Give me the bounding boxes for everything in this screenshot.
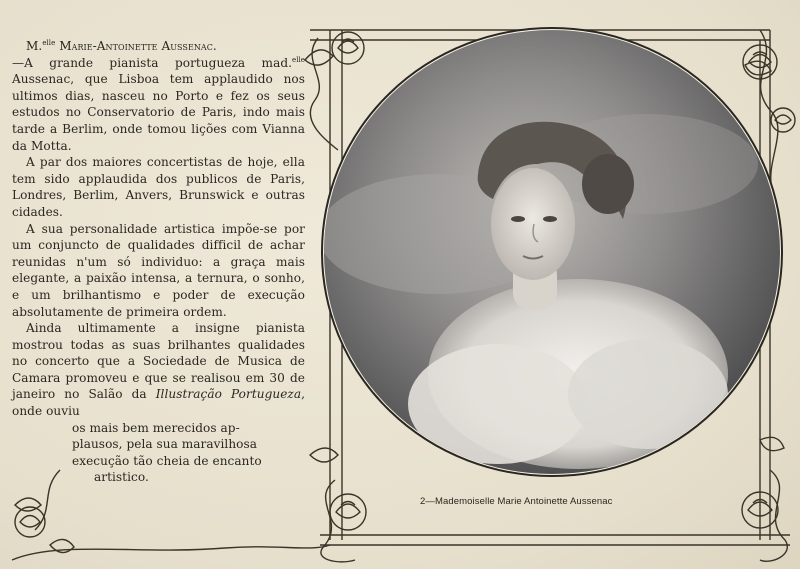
- paragraph-4-line: plausos, pela sua maravilhosa: [72, 437, 258, 452]
- article-title-name: Marie-Antoinette Aussenac.: [59, 39, 217, 53]
- face: [491, 168, 575, 280]
- magazine-name: Illustração Portugueza: [155, 387, 302, 402]
- paragraph-4-line: artistico.: [94, 470, 149, 485]
- frame-bottom-bar: [320, 535, 790, 545]
- paragraph-4-line: execução tão cheia de encanto: [72, 453, 262, 468]
- line-2-sup: elle: [292, 55, 305, 64]
- paragraph-1-rest: Aussenac, que Lisboa tem applaudido nos ultimos dias, nasceu no Porto e fez os seus estudos no Conservatorio de Paris, indo mais tarde a Berlim, onde tomou lições com Vianna da Motta.: [12, 72, 305, 153]
- vine-bottom-left: [321, 480, 355, 562]
- photo-caption: 2—Mademoiselle Marie Antoinette Aussenac: [420, 496, 613, 507]
- rose-bottom-left-icon: [330, 494, 366, 530]
- title-sup: elle: [42, 39, 56, 47]
- portrait-photo: [318, 24, 786, 480]
- paragraph-4-line: os mais bem merecidos ap-: [72, 420, 240, 435]
- paragraph-4-a: Ainda ultimamente a insigne pianista mostrou todas as suas brilhantes qualidades no concerto que a Sociedade de Musica de Camara promoveu e que se realisou em 30 de janeiro no Salão da: [12, 321, 305, 402]
- line-2: —A grande pianista portugueza mad.: [12, 55, 293, 70]
- title-prefix: M.: [26, 39, 43, 53]
- article-paragraph-3: A sua personalidade artistica impõe-se por um conjuncto de qualidades difficil de achar reunidas n'um só individuo: a graça mais elegante, a paixão intensa, a ternura, o sonho, e um brilhantismo e poder de execução absolutamente de primeira ordem.: [12, 221, 305, 319]
- paragraph-4-b: , onde ouviu: [12, 387, 305, 419]
- article-paragraph-2: A par dos maiores concertistas de hoje, ella tem sido applaudida dos publicos de Paris, Londres, Berlim, Anvers, Brunswick e outras cidades.: [12, 155, 305, 219]
